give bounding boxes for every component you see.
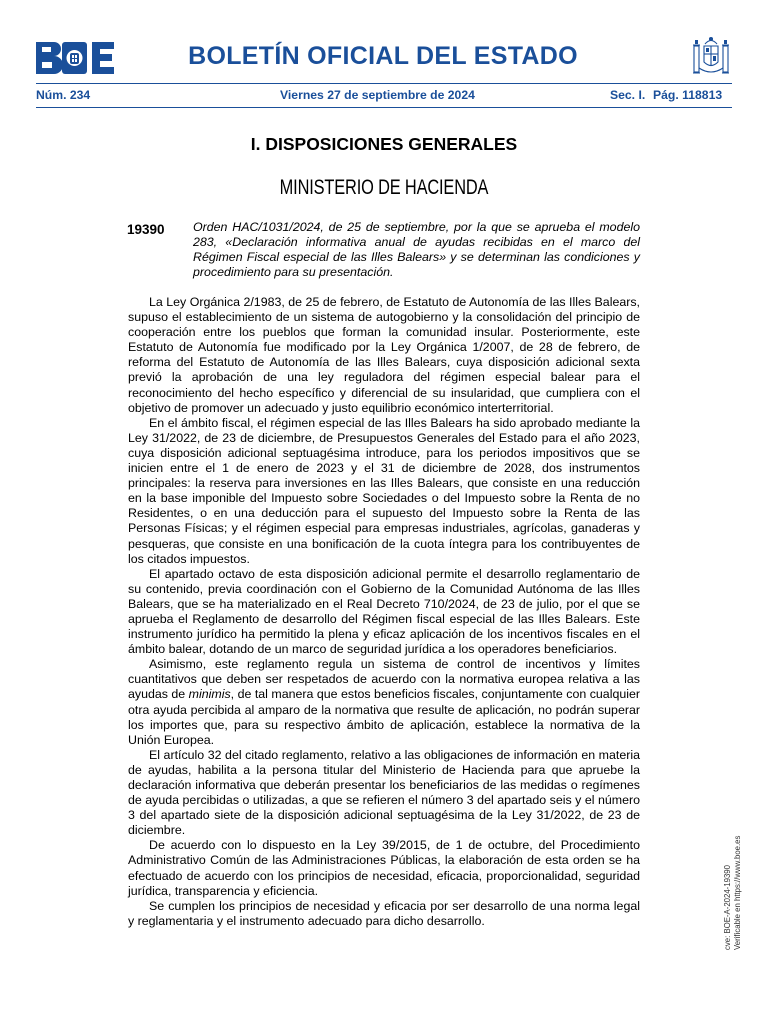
verification-link[interactable]: Verificable en https://www.boe.es bbox=[733, 835, 742, 950]
ministry-title: MINISTERIO DE HACIENDA bbox=[279, 176, 489, 199]
paragraph: Se cumplen los principios de necesidad y eficacia por ser desarrollo de una norma legal y reglamentaria y el instrumento adecuado para dicho desarrollo. bbox=[128, 898, 640, 928]
cve-code: cve: BOE-A-2024-19390 bbox=[723, 865, 732, 950]
paragraph-italic: minimis bbox=[188, 687, 231, 702]
paragraph: La Ley Orgánica 2/1983, de 25 de febrero, de Estatuto de Autonomía de las Illes Balears, supuso el establecimiento de un sistema de autogobierno y la consolidación del principio de cooperación entre los pueblos que forman la comunidad insular. Posteriormente, este Estatuto de Autonomía fue modificado por la Ley Orgánica 1/2007, de 28 de febrero, de reforma del Estatuto de Autonomía de las Illes Balears, cuya disposición adicional sexta previó la aprobación de una ley reguladora del régimen especial balear para el reconocimiento del hecho específico y diferencial de su insularidad, que cumpliera con el objetivo de promover un adecuado y justo equilibrio económico interterritorial. bbox=[128, 295, 640, 415]
paragraph bbox=[128, 657, 640, 748]
paragraph: El artículo 32 del citado reglamento, relativo a las obligaciones de información en materia de ayudas, habilita a la persona titular del Ministerio de Hacienda para que apruebe la declaración informativa que deberán presentar los beneficiarios de las medidas o regímenes de ayuda percibidas o utilizadas, a que se refieren el número 3 del apartado seis y el número 3 del apartado siete de la disposición adicional septuagésima de la Ley 31/2022, de 23 de diciembre. bbox=[128, 747, 640, 838]
section-label: Sec. I. bbox=[610, 88, 646, 102]
header-rule-top bbox=[36, 83, 732, 84]
issue-number: Núm. 234 bbox=[36, 88, 91, 102]
paragraph: El apartado octavo de esta disposición adicional permite el desarrollo reglamentario de su contenido, previa coordinación con el Gobierno de la Comunidad Autónoma de las Illes Balears, que se ha materializado en el Real Decreto 710/2024, de 23 de julio, por el que se aprueba el Reglamento de desarrollo del Régimen fiscal especial de las Illes Balears. Este instrumento jurídico ha permitido la plena y eficaz aplicación de los incentivos fiscales en el ámbito balear, dotando de un marco de seguridad jurídica a los operadores beneficiarios. bbox=[128, 566, 640, 657]
header-rule-bottom bbox=[36, 107, 732, 108]
boe-logo bbox=[36, 42, 114, 74]
issue-meta-bar bbox=[36, 88, 732, 104]
coat-of-arms-icon bbox=[690, 36, 732, 80]
paragraph: En el ámbito fiscal, el régimen especial de las Illes Balears ha sido aprobado mediante la Ley 31/2022, de 23 de diciembre, de Presupuestos Generales del Estado para el año 2023, cuya disposición adicional septuagésima introduce, para los periodos impositivos que se inicien entre el 1 de enero de 2023 y el 31 de diciembre de 2028, dos instrumentos principales: la reserva para inversiones en las Illes Balears, que consiste en una reducción en la base imponible del Impuesto sobre Sociedades o del Impuesto sobre la Renta de no Residentes, o en una deducción para el supuesto del Impuesto sobre la Renta de las Personas Físicas; y el régimen especial para empresas industriales, agrícolas, ganaderas y pesqueras, que consiste en una bonificación de la cuota íntegra para los contribuyentes de los citados impuestos. bbox=[128, 415, 640, 566]
order-title: Orden HAC/1031/2024, de 25 de septiembre, por la que se aprueba el modelo 283, «Declaración informativa anual de ayudas recibidas en el marco del Régimen Fiscal especial de las Illes Balears» y se determinan las condiciones y procedimiento para su presentación. bbox=[193, 220, 640, 279]
verification-sidebar bbox=[723, 750, 743, 950]
body-text bbox=[128, 295, 640, 929]
paragraph-text: Asimismo, este reglamento regula un sistema de control de incentivos y límites cuantitativos que deben ser respetados de acuerdo con la normativa europea relativa a las ayudas de bbox=[128, 657, 640, 702]
paragraph: De acuerdo con lo dispuesto en la Ley 39/2015, de 1 de octubre, del Procedimiento Administrativo Común de las Administraciones Públicas, la elaboración de esta orden se ha efectuado de acuerdo con los principios de necesidad, eficacia, proporcionalidad, seguridad jurídica, transparencia y eficiencia. bbox=[128, 838, 640, 898]
journal-title: BOLETÍN OFICIAL DEL ESTADO bbox=[188, 42, 578, 70]
section-title: I. DISPOSICIONES GENERALES bbox=[250, 134, 518, 154]
paragraph-text: , de tal manera que estos beneficios fiscales, conjuntamente con cualquier otra ayuda percibida al amparo de la normativa que resulte de aplicación, no podrán superar los importes que, para su respectivo ámbito de aplicación, establece la normativa de la Unión Europea. bbox=[128, 687, 641, 747]
issue-date: Viernes 27 de septiembre de 2024 bbox=[280, 88, 475, 102]
order-number: 19390 bbox=[127, 222, 165, 237]
page-number: Pág. 118813 bbox=[653, 88, 723, 102]
